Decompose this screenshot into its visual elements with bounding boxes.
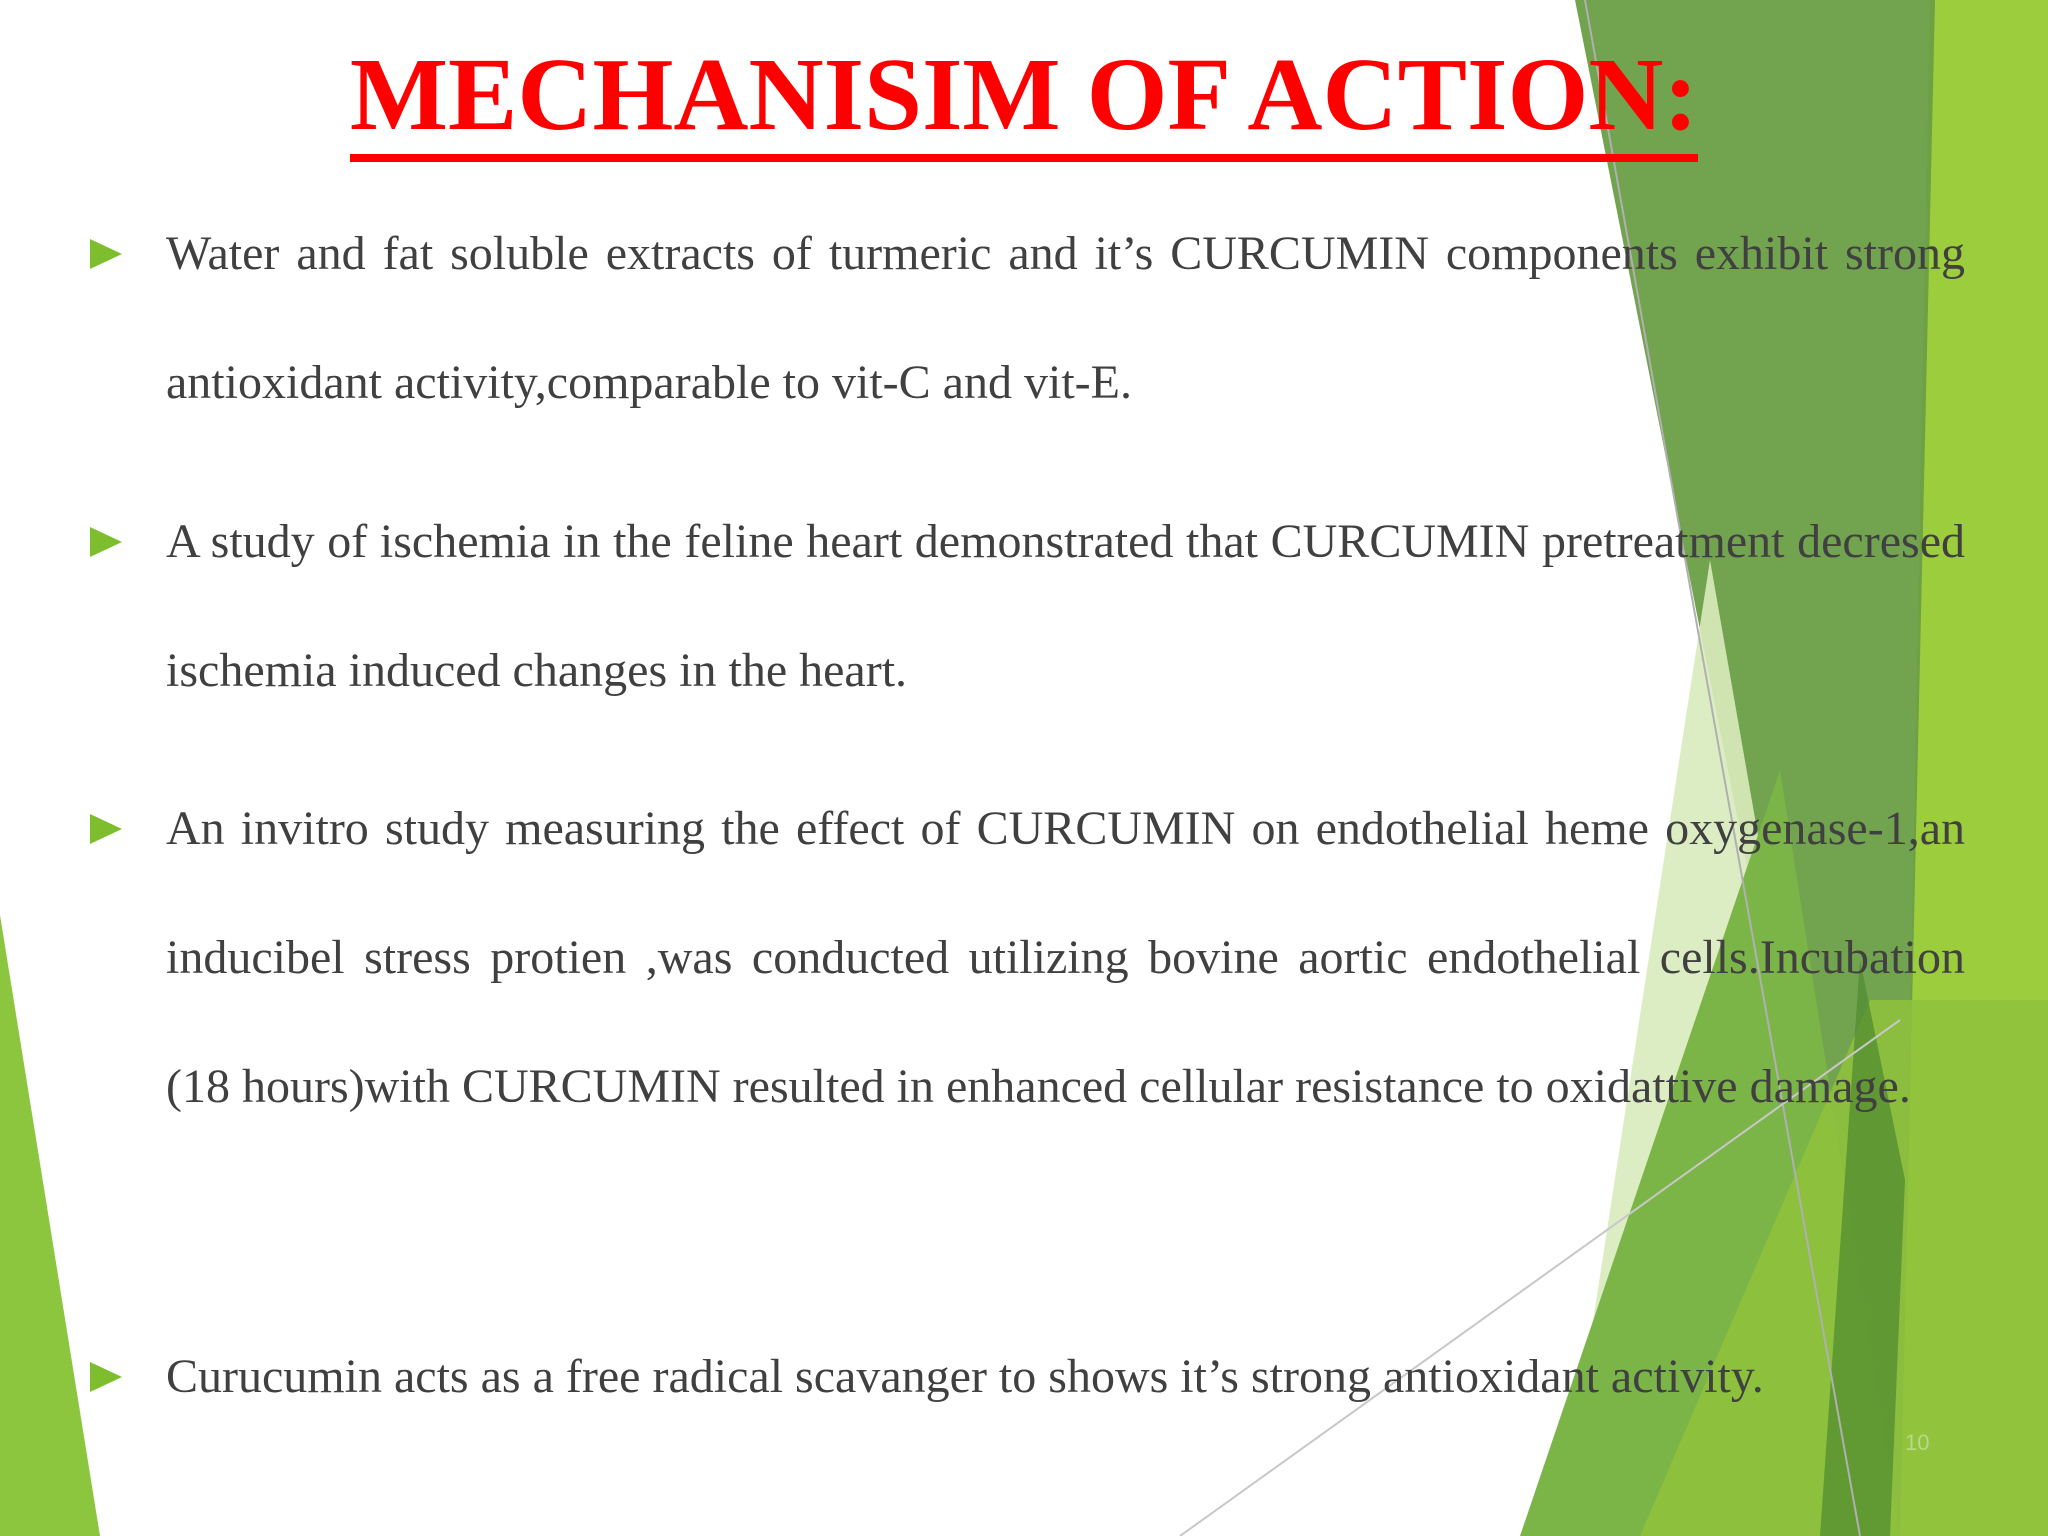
triangle-bullet-icon: [90, 239, 122, 269]
triangle-bullet-icon: [90, 1362, 122, 1392]
bullet-text: Water and fat soluble extracts of turmeric and it’s CURCUMIN components exhibit strong antioxidant activity,comparable to vit-C and vit-E.: [166, 227, 1965, 409]
page-number: 10: [1905, 1430, 1930, 1455]
bullet-text: A study of ischemia in the feline heart demonstrated that CURCUMIN pretreatment decresed ischemia induced changes in the heart.: [166, 515, 1965, 697]
bullet-text: Curucumin acts as a free radical scavanger to shows it’s strong antioxidant activity.: [166, 1350, 1764, 1403]
triangle-bullet-icon: [90, 527, 122, 557]
triangle-bullet-icon: [90, 814, 122, 844]
bullet-text: An invitro study measuring the effect of CURCUMIN on endothelial heme oxygenase-1,an inducibel stress protien ,was conducted utilizing bovine aortic endothelial cells.Incubation (18 hours)with CURCUMIN resulted in enhanced cellular resistance to oxidattive damage.: [166, 802, 1965, 1113]
slide-title-text: MECHANISIM OF ACTION:: [350, 37, 1698, 162]
